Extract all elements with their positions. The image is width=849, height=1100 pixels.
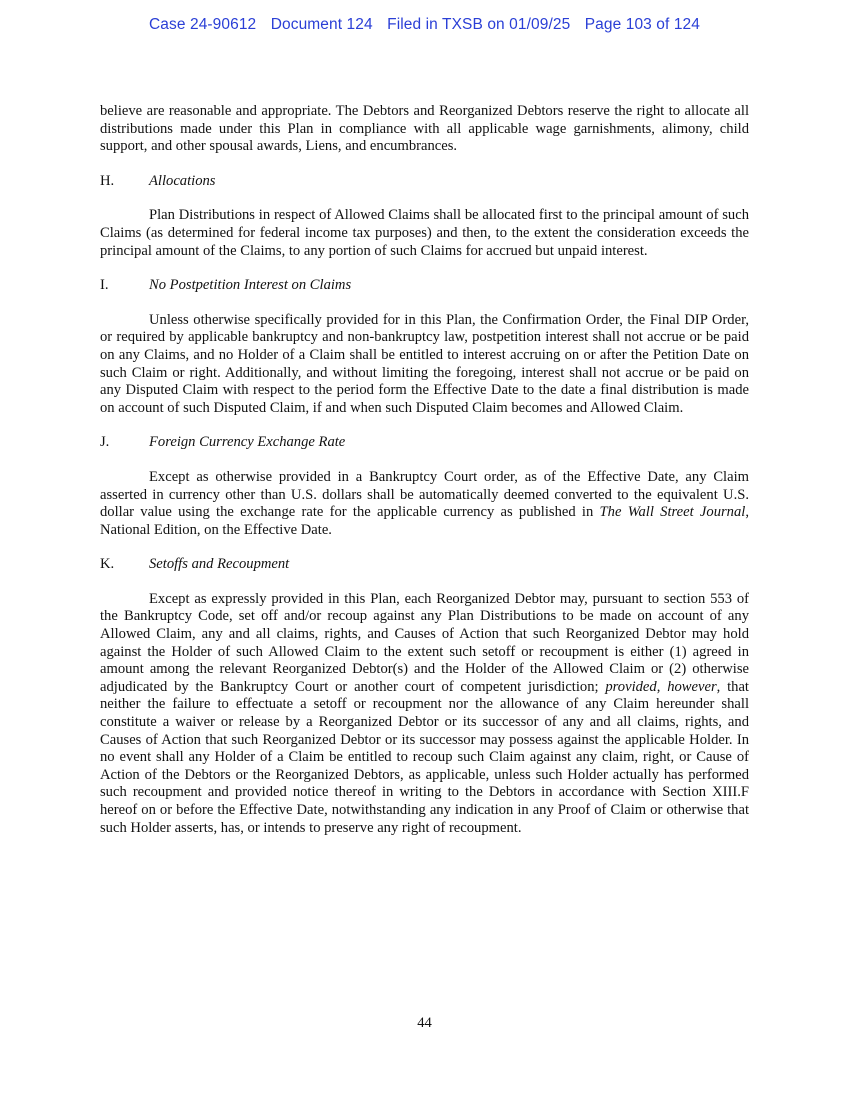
section-body-j: [100, 469, 749, 539]
section-body-i: Unless otherwise specifically provided for in this Plan, the Confirmation Order, the Final DIP Order, or required by applicable bankruptcy and non-bankruptcy law, postpetition interest shall not accrue or be paid on any Claims, and no Holder of a Claim shall be entitled to interest accruing on or after the Petition Date on such Claim or right. Additionally, and without limiting the foregoing, interest shall not accrue or be paid on any Disputed Claim with respect to the period form the Effective Date to the date a final distribution is made on account of such Disputed Claim, if and when such Disputed Claim becomes and Allowed Claim.: [100, 311, 749, 416]
emphasis-however: however: [667, 678, 717, 695]
section-heading-i: [100, 277, 749, 295]
court-filing-stamp: [0, 16, 849, 34]
section-number: H.: [100, 172, 115, 189]
body-text: , National Edition, on the Effective Date.: [100, 504, 749, 538]
section-heading-k: [100, 556, 749, 574]
page-of-total: Page 103 of 124: [584, 16, 701, 33]
body-text: Except as expressly provided in this Plan, each Reorganized Debtor may, pursuant to section 553 of the Bankruptcy Code, set off and/or recoup against any Plan Distributions to be made on account of any Allowed Claim, any and all claims, rights, and Causes of Action that such Reorganized Debtor may hold against the Holder of such Allowed Claim to the extent such setoff or recoupment is either (1) agreed in amount among the relevant Reorganized Debtor(s) and the Holder of the Allowed Claim or (2) otherwise adjudicated by the Bankruptcy Court or another court of competent jurisdiction;: [100, 590, 749, 695]
section-number: K.: [100, 556, 115, 573]
section-number: J.: [100, 434, 110, 451]
section-heading-h: [100, 173, 749, 191]
body-text: Except as otherwise provided in a Bankruptcy Court order, as of the Effective Date, any Claim asserted in currency other than U.S. dollars shall be automatically deemed converted to the equivalent U.S. dollar value using the exchange rate for the applicable currency as published in: [100, 468, 749, 521]
body-text: ,: [656, 678, 668, 695]
document-number: Document 124: [270, 16, 373, 33]
emphasis-provided: provided: [605, 678, 657, 695]
section-body-h: Plan Distributions in respect of Allowed Claims shall be allocated first to the principal amount of such Claims (as determined for federal income tax purposes) and then, to the extent the consideration exceeds the principal amount of the Claims, to any portion of such Claims for accrued but unpaid interest.: [100, 207, 749, 259]
intro-paragraph: believe are reasonable and appropriate. The Debtors and Reorganized Debtors reserve the right to allocate all distributions made under this Plan in compliance with all applicable wage garnishments, alimony, child support, and other spousal awards, Liens, and encumbrances.: [100, 103, 749, 155]
filing-info: Filed in TXSB on 01/09/25: [387, 16, 571, 33]
section-title: Allocations: [149, 172, 216, 189]
case-number: Case 24-90612: [148, 16, 257, 33]
body-text: , that neither the failure to effectuate a setoff or recoupment nor the allowance of any Claim hereunder shall constitute a waiver or release by a Reorganized Debtor or its successor of any and all claims, rights, and Causes of Action that such Reorganized Debtor or its successor may possess against the applicable Holder. In no event shall any Holder of a Claim be entitled to recoup such Claim against any claim, right, or Cause of Action of the Debtors or the Reorganized Debtors, as applicable, unless such Holder actually has performed such recoupment and provided notice thereof in writing to the Debtors in accordance with Section XIII.F hereof on or before the Effective Date, notwithstanding any indication in any Proof of Claim or otherwise that such Holder asserts, has, or intends to preserve any right of recoupment.: [100, 678, 749, 836]
section-body-k: [100, 591, 749, 837]
section-title: Setoffs and Recoupment: [149, 556, 290, 573]
section-title: Foreign Currency Exchange Rate: [149, 434, 346, 451]
page-number: 44: [417, 1015, 432, 1031]
publication-title: The Wall Street Journal: [599, 504, 746, 521]
document-body: [100, 103, 749, 837]
section-title: No Postpetition Interest on Claims: [149, 277, 352, 294]
section-number: I.: [100, 277, 109, 294]
section-heading-j: [100, 434, 749, 452]
